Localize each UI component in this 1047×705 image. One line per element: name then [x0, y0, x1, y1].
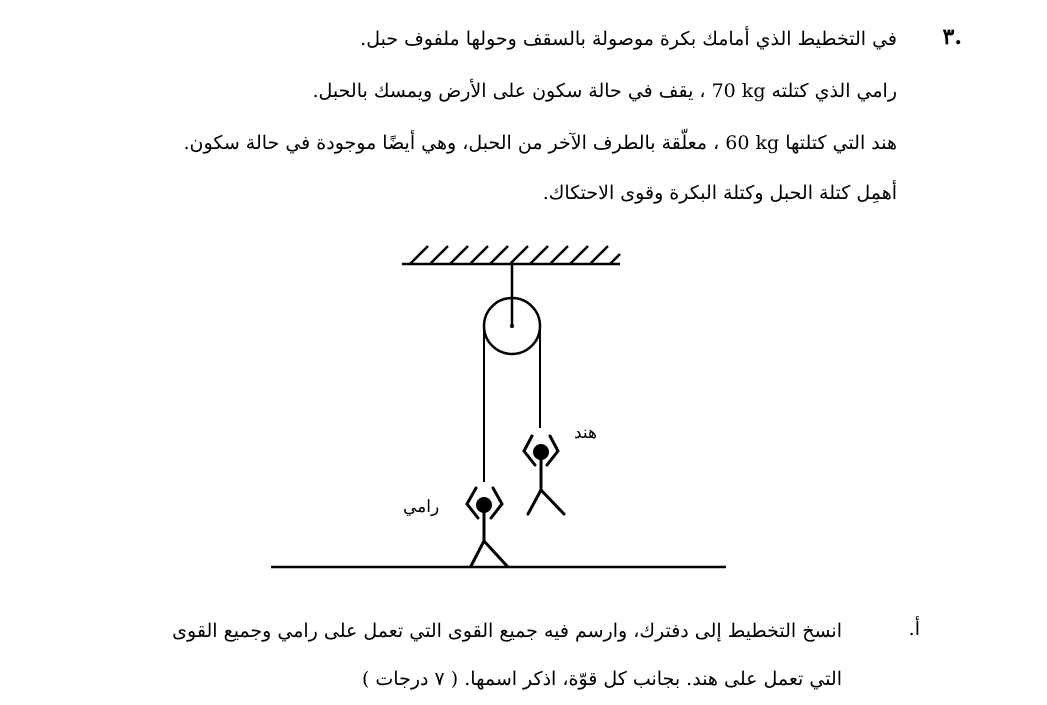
subquestion-line-1: انسخ التخطيط إلى دفترك، وارسم فيه جميع القوى التي تعمل على رامي وجميع القوى: [172, 620, 842, 642]
subquestion-line-2: التي تعمل على هند. بجانب كل قوّة، اذكر اسمها. ( ٧ درجات ): [361, 668, 842, 690]
hind-figure: [524, 436, 564, 514]
line3-pre: هند التي كتلتها: [785, 132, 897, 154]
question-line-4: أهمِل كتلة الحبل وكتلة البكرة وقوى الاحتكاك.: [542, 182, 897, 204]
hind-mass: 60 kg: [725, 132, 780, 154]
question-number: .٣: [942, 24, 962, 50]
line3-post: ، معلّقة بالطرف الآخر من الحبل، وهي أيضًا موجودة في حالة سكون.: [183, 132, 720, 154]
line2-pre: رامي الذي كتلته: [771, 80, 897, 102]
label-hind: هند: [574, 423, 598, 443]
pulley-axle: [510, 324, 514, 328]
line2-post: ، يقف في حالة سكون على الأرض ويمسك بالحبل.: [312, 80, 706, 102]
rami-figure: [467, 488, 507, 566]
rami-mass: 70 kg: [711, 80, 766, 102]
ceiling: [402, 246, 620, 264]
question-line-1: في التخطيط الذي أمامك بكرة موصولة بالسقف وحولها ملفوف حبل.: [360, 28, 897, 50]
label-rami: رامي: [403, 497, 440, 517]
subquestion-marker: أ.: [908, 618, 920, 640]
